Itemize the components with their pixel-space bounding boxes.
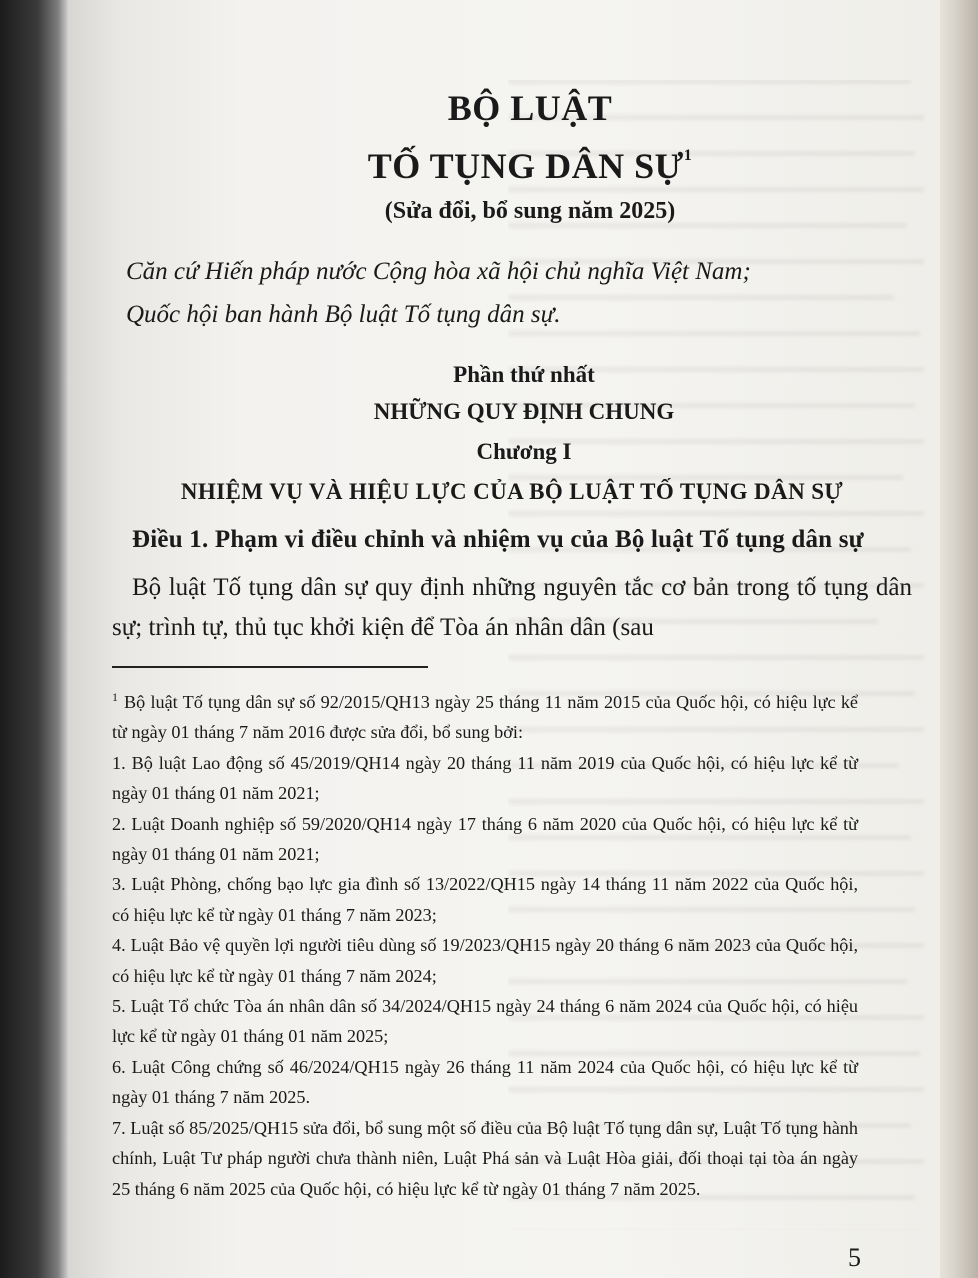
footnote-intro-text: Bộ luật Tố tụng dân sự số 92/2015/QH13 ngày 25 tháng 11 năm 2015 của Quốc hội, có hiệu lực kể từ ngày 01 tháng 7 năm 2016 được sửa đổi, bổ sung bởi: bbox=[112, 692, 858, 743]
page-stack-edge bbox=[940, 0, 978, 1278]
part-name: NHỮNG QUY ĐỊNH CHUNG bbox=[373, 399, 675, 424]
book-spine-shadow bbox=[0, 0, 68, 1278]
footnote-item: 7. Luật số 85/2025/QH15 sửa đổi, bổ sung một số điều của Bộ luật Tố tụng dân sự, Luật Tố tụng hành chính, Luật Tư pháp người chưa thành niên, Luật Phá sản và Luật Hòa giải, đối thoại tại tòa án ngày 25 tháng 6 năm 2025 của Quốc hội, có hiệu lực kể từ ngày 01 tháng 7 năm 2025. bbox=[112, 1117, 858, 1199]
footnote-item: 5. Luật Tổ chức Tòa án nhân dân số 34/2024/QH15 ngày 24 tháng 6 năm 2024 của Quốc hội, có hiệu lực kể từ ngày 01 tháng 01 năm 2025; bbox=[112, 996, 858, 1047]
book-page bbox=[68, 0, 940, 1278]
page-number: 5 bbox=[848, 1243, 861, 1272]
part-label: Phần thứ nhất bbox=[453, 362, 595, 387]
footnote-marker: 1 bbox=[112, 690, 118, 704]
article-heading: Điều 1. Phạm vi điều chỉnh và nhiệm vụ của Bộ luật Tố tụng dân sự bbox=[132, 526, 864, 553]
title-footnote-marker: 1 bbox=[683, 147, 693, 164]
chapter-name: NHIỆM VỤ VÀ HIỆU LỰC CỦA BỘ LUẬT TỐ TỤNG DÂN SỰ bbox=[180, 479, 844, 504]
book-title-text: TỐ TỤNG DÂN SỰ bbox=[367, 146, 684, 186]
footnote-item: 2. Luật Doanh nghiệp số 59/2020/QH14 ngày 17 tháng 6 năm 2020 của Quốc hội, có hiệu lực kể từ ngày 01 tháng 01 năm 2021; bbox=[112, 813, 858, 865]
book-subtitle: (Sửa đổi, bổ sung năm 2025) bbox=[384, 198, 676, 224]
preamble-line-2: Quốc hội ban hành Bộ luật Tố tụng dân sự. bbox=[126, 301, 561, 328]
footnote-item: 6. Luật Công chứng số 46/2024/QH15 ngày 26 tháng 11 năm 2024 của Quốc hội, có hiệu lực kể từ ngày 01 tháng 7 năm 2025. bbox=[112, 1056, 858, 1108]
article-body: Bộ luật Tố tụng dân sự quy định những nguyên tắc cơ bản trong tố tụng dân sự; trình tự, thủ tục khởi kiện để Tòa án nhân dân (sau bbox=[112, 574, 912, 641]
preamble-line-1: Căn cứ Hiến pháp nước Cộng hòa xã hội chủ nghĩa Việt Nam; bbox=[126, 258, 751, 285]
footnote-item: 3. Luật Phòng, chống bạo lực gia đình số 13/2022/QH15 ngày 14 tháng 11 năm 2022 của Quốc hội, có hiệu lực kể từ ngày 01 tháng 7 năm 2023; bbox=[112, 874, 858, 925]
book-title-line-1: BỘ LUẬT bbox=[447, 88, 613, 128]
footnote-divider bbox=[112, 666, 428, 668]
footnote-item: 4. Luật Bảo vệ quyền lợi người tiêu dùng số 19/2023/QH15 ngày 20 tháng 6 năm 2023 của Quốc hội, có hiệu lực kể từ ngày 01 tháng 7 năm 2024; bbox=[112, 935, 858, 986]
preamble bbox=[112, 250, 912, 336]
footnotes bbox=[112, 682, 858, 1204]
page-content bbox=[112, 84, 912, 1204]
chapter-label: Chương I bbox=[476, 439, 572, 464]
footnote-intro bbox=[112, 682, 858, 748]
book-title-line-2 bbox=[130, 132, 930, 190]
footnote-item: 1. Bộ luật Lao động số 45/2019/QH14 ngày 20 tháng 11 năm 2019 của Quốc hội, có hiệu lực kể từ ngày 01 tháng 01 năm 2021; bbox=[112, 752, 858, 804]
